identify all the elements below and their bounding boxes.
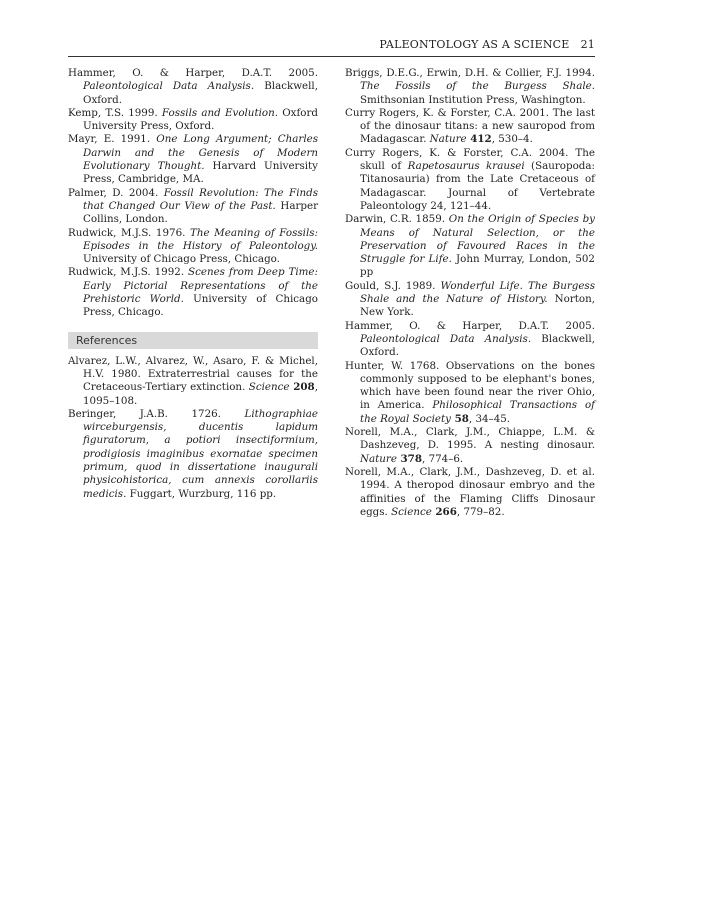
references-list-left: [68, 355, 318, 501]
reference-entry: Rudwick, M.J.S. 1976. The Meaning of Fossils: Episodes in the History of Paleontology. University of Chicago Press, Chicago.: [68, 226, 318, 266]
reference-entry: Beringer, J.A.B. 1726. Lithographiae wirceburgensis, ducentis lapidum figuratorum, a potiori insectiformium, prodigiosis imaginibus exornatae specimen primum, quod in dissertatione inaugurali physicohistorica, cum annexis corollariis medicis. Fuggart, Wurzburg, 116 pp.: [68, 407, 318, 500]
references-list-right: [345, 67, 595, 519]
reference-entry: Hammer, O. & Harper, D.A.T. 2005. Paleontological Data Analysis. Blackwell, Oxford.: [345, 319, 595, 359]
reference-entry: Curry Rogers, K. & Forster, C.A. 2001. The last of the dinosaur titans: a new sauropod from Madagascar. Nature 412, 530–4.: [345, 106, 595, 146]
reference-entry: Hunter, W. 1768. Observations on the bones commonly supposed to be elephant's bones, which have been found near the river Ohio, in America. Philosophical Transactions of the Royal Society 58, 34–45.: [345, 359, 595, 425]
reference-entry: Curry Rogers, K. & Forster, C.A. 2004. The skull of Rapetosaurus krausei (Sauropoda: Titanosauria) from the Late Cretaceous of Madagascar. Journal of Vertebrate Paleontology 24, 121–44.: [345, 146, 595, 212]
header-rule: [68, 56, 595, 57]
further-reading-list: [68, 67, 318, 320]
reference-entry: Rudwick, M.J.S. 1992. Scenes from Deep Time: Early Pictorial Representations of the Prehistoric World. University of Chicago Press, Chicago.: [68, 266, 318, 319]
left-column: [68, 67, 318, 501]
reference-entry: Briggs, D.E.G., Erwin, D.H. & Collier, F.J. 1994. The Fossils of the Burgess Shale. Smithsonian Institution Press, Washington.: [345, 67, 595, 106]
reference-entry: Palmer, D. 2004. Fossil Revolution: The Finds that Changed Our View of the Past. Harper Collins, London.: [68, 186, 319, 226]
running-title: PALEONTOLOGY AS A SCIENCE: [379, 38, 570, 51]
right-column: [345, 67, 595, 519]
reference-entry: Norell, M.A., Clark, J.M., Dashzeveg, D. et al. 1994. A theropod dinosaur embryo and the affinities of the Flaming Cliffs Dinosaur eggs. Science 266, 779–82.: [345, 465, 595, 518]
running-head: [68, 38, 595, 51]
reference-entry: Mayr, E. 1991. One Long Argument; Charles Darwin and the Genesis of Modern Evolutionary Thought. Harvard University Press, Cambridge, MA.: [68, 133, 319, 186]
page-number: 21: [580, 38, 595, 51]
reference-entry: Hammer, O. & Harper, D.A.T. 2005. Paleontological Data Analysis. Blackwell, Oxford.: [68, 67, 318, 106]
reference-entry: Kemp, T.S. 1999. Fossils and Evolution. Oxford University Press, Oxford.: [68, 106, 318, 133]
reference-entry: Norell, M.A., Clark, J.M., Chiappe, L.M. & Dashzeveg, D. 1995. A nesting dinosaur. Nature 378, 774–6.: [345, 426, 595, 465]
reference-entry: Gould, S.J. 1989. Wonderful Life. The Burgess Shale and the Nature of History. Norton, New York.: [345, 279, 596, 319]
reference-entry: Alvarez, L.W., Alvarez, W., Asaro, F. & Michel, H.V. 1980. Extraterrestrial causes for the Cretaceous-Tertiary extinction. Science 208, 1095–108.: [68, 354, 318, 407]
reference-entry: Darwin, C.R. 1859. On the Origin of Species by Means of Natural Selection, or the Preservation of Favoured Races in the Struggle for Life. John Murray, London, 502 pp: [345, 213, 595, 279]
references-heading: References: [68, 332, 318, 349]
